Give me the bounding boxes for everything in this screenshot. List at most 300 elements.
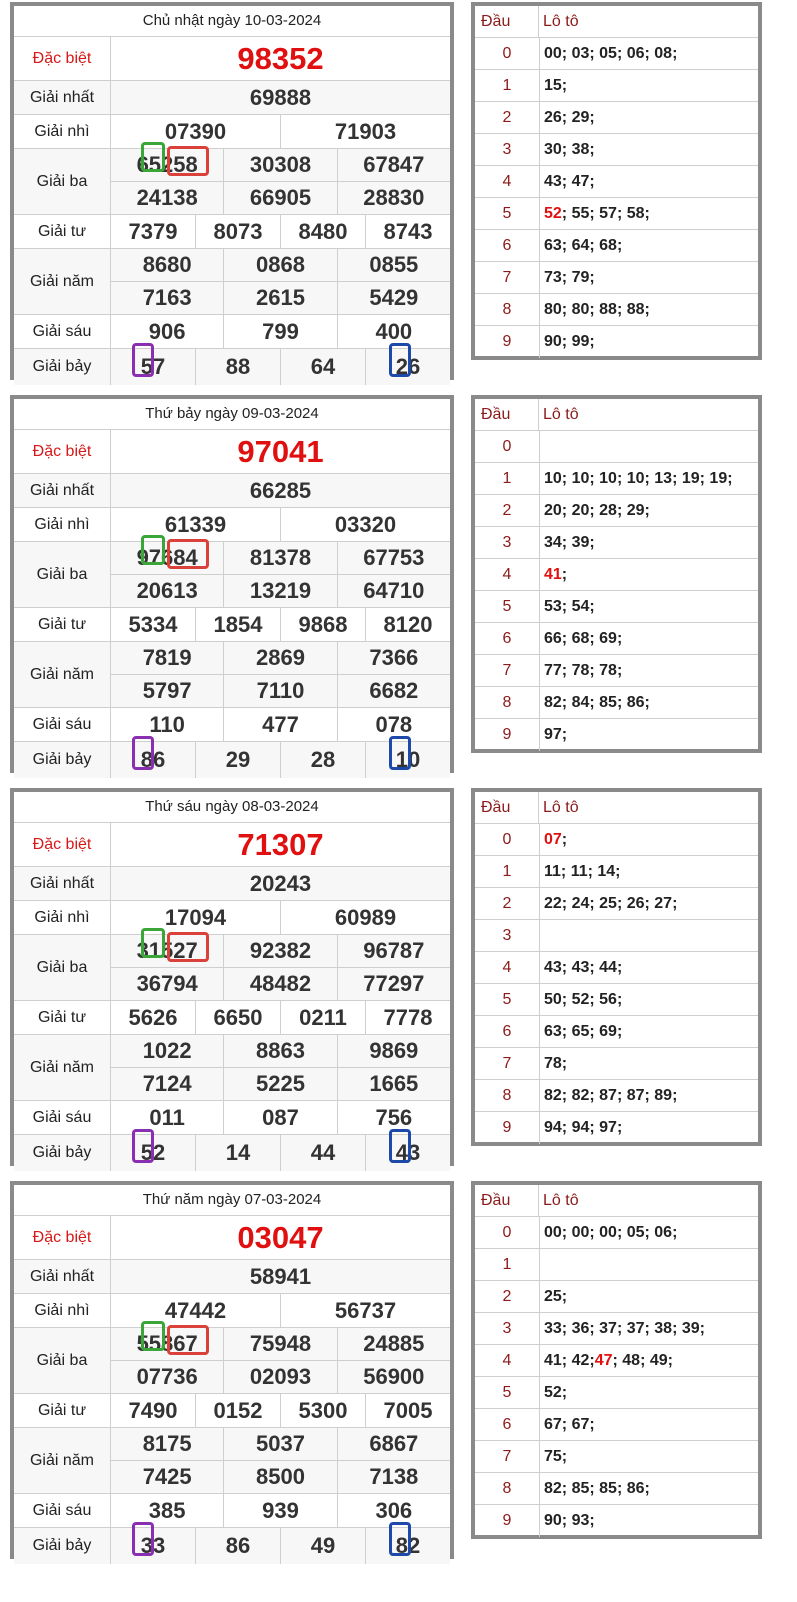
prize-row-fifth <box>14 1035 450 1101</box>
prize-number: 8175 <box>142 1431 192 1456</box>
prize-line <box>111 574 450 607</box>
prize-line <box>111 967 450 1000</box>
prize-number: 6682 <box>337 675 450 707</box>
loto-row <box>475 294 758 326</box>
loto-row <box>475 1313 758 1345</box>
prize-number: 64 <box>280 349 365 385</box>
prize-number: 5037 <box>223 1428 336 1460</box>
prize-number: 8680 <box>142 252 192 277</box>
loto-tails <box>540 1249 758 1280</box>
loto-head-digit: 3 <box>475 527 540 558</box>
loto-row <box>475 1473 758 1505</box>
prize-number: 75948 <box>223 1328 336 1360</box>
loto-row <box>475 326 758 358</box>
loto-head-digit: 6 <box>475 623 540 654</box>
prize-number: 110 <box>149 711 185 737</box>
purple-mark <box>132 343 154 377</box>
prize-number: 86 <box>195 1528 280 1564</box>
loto-tails: 26; 29; <box>544 108 595 126</box>
prize-number: 48482 <box>223 968 336 1000</box>
prize-line <box>111 215 450 248</box>
prize-number: 906 <box>148 318 186 344</box>
prize-row-special <box>14 430 450 474</box>
prize-number: 078 <box>337 708 450 741</box>
loto-head-digit: 3 <box>475 920 540 951</box>
prize-number: 10 <box>365 742 450 778</box>
prize-label-first: Giải nhất <box>14 474 111 507</box>
prize-number: 7138 <box>337 1461 450 1493</box>
prize-line <box>111 674 450 707</box>
prize-number: 77297 <box>337 968 450 1000</box>
prize-number: 5797 <box>142 678 192 703</box>
result-table <box>10 1181 454 1559</box>
prize-number: 13219 <box>223 575 336 607</box>
loto-row <box>475 591 758 623</box>
loto-head-digit: 5 <box>475 1377 540 1408</box>
prize-number: 6650 <box>195 1001 280 1034</box>
prize-number: 69888 <box>249 84 312 110</box>
loto-head-digit: 9 <box>475 326 540 358</box>
loto-tails: 00; 00; 00; 05; 06; <box>544 1223 678 1241</box>
loto-tails: 43; 43; 44; <box>544 958 623 976</box>
loto-tails: 82; 84; 85; 86; <box>544 693 650 711</box>
loto-head-digit: 2 <box>475 1281 540 1312</box>
prize-number: 31527 <box>136 938 198 963</box>
prize-number: 7366 <box>337 642 450 674</box>
prize-label-sixth: Giải sáu <box>14 315 111 348</box>
prize-number: 64710 <box>337 575 450 607</box>
prize-number: 7379 <box>128 218 178 244</box>
loto-head-digit: 5 <box>475 198 540 229</box>
prize-label-fifth: Giải năm <box>14 1035 111 1100</box>
prize-number: 28830 <box>337 182 450 214</box>
prize-label-seventh: Giải bảy <box>14 1135 111 1171</box>
prize-number: 8743 <box>365 215 450 248</box>
prize-number: 58941 <box>249 1263 312 1289</box>
loto-row <box>475 719 758 751</box>
prize-row-sixth <box>14 315 450 349</box>
loto-row <box>475 527 758 559</box>
loto-head-digit: 4 <box>475 952 540 983</box>
prize-row-seventh <box>14 1528 450 1564</box>
result-table <box>10 788 454 1166</box>
loto-head-digit: 1 <box>475 70 540 101</box>
prize-number: 24138 <box>136 185 198 210</box>
loto-head-label: Đầu <box>475 6 539 37</box>
prize-number: 44 <box>280 1135 365 1171</box>
prize-number: 0211 <box>280 1001 365 1034</box>
prize-number: 0868 <box>223 249 336 281</box>
prize-number: 60989 <box>280 901 450 934</box>
prize-row-fourth <box>14 608 450 642</box>
loto-head-label: Đầu <box>475 399 539 430</box>
prize-number: 9869 <box>337 1035 450 1067</box>
prize-number: 26 <box>365 349 450 385</box>
loto-header <box>475 6 758 38</box>
loto-tails: 11; 11; 14; <box>544 862 621 880</box>
loto-highlight: 41 <box>544 565 562 583</box>
prize-line <box>111 1216 450 1259</box>
prize-values-special <box>111 823 450 866</box>
prize-label-fifth: Giải năm <box>14 1428 111 1493</box>
loto-row <box>475 888 758 920</box>
prize-number: 03047 <box>237 1219 324 1255</box>
loto-head-digit: 4 <box>475 559 540 590</box>
day-block <box>0 0 797 392</box>
loto-tails: 33; 36; 37; 37; 38; 39; <box>544 1319 705 1337</box>
loto-head-digit: 8 <box>475 1473 540 1504</box>
loto-tails: 25; <box>544 1287 568 1305</box>
red-mark <box>167 932 209 962</box>
prize-label-seventh: Giải bảy <box>14 742 111 778</box>
loto-head-digit: 7 <box>475 1048 540 1079</box>
prize-number: 29 <box>195 742 280 778</box>
prize-number: 5225 <box>223 1068 336 1100</box>
blue-mark <box>389 343 411 377</box>
prize-label-fourth: Giải tư <box>14 215 111 248</box>
prize-number: 56900 <box>337 1361 450 1393</box>
prize-number: 71307 <box>237 826 324 862</box>
loto-row <box>475 198 758 230</box>
prize-label-seventh: Giải bảy <box>14 1528 111 1564</box>
prize-number: 8863 <box>223 1035 336 1067</box>
loto-head-digit: 5 <box>475 591 540 622</box>
loto-row <box>475 134 758 166</box>
prize-number: 400 <box>337 315 450 348</box>
prize-number: 65258 <box>136 152 198 177</box>
prize-number: 57 <box>140 354 166 379</box>
prize-values-special <box>111 1216 450 1259</box>
prize-row-sixth <box>14 1494 450 1528</box>
prize-number: 087 <box>223 1101 336 1134</box>
prize-number: 7425 <box>142 1464 192 1489</box>
prize-row-second <box>14 1294 450 1328</box>
prize-number: 47442 <box>164 1297 227 1323</box>
loto-head-digit: 1 <box>475 463 540 494</box>
prize-row-first <box>14 1260 450 1294</box>
prize-number: 385 <box>148 1497 186 1523</box>
loto-row <box>475 952 758 984</box>
prize-number: 1665 <box>337 1068 450 1100</box>
loto-tails: 63; 65; 69; <box>544 1022 623 1040</box>
loto-row <box>475 655 758 687</box>
loto-head-digit: 9 <box>475 1505 540 1537</box>
prize-row-sixth <box>14 708 450 742</box>
loto-row <box>475 1441 758 1473</box>
loto-tails: 53; 54; <box>544 597 595 615</box>
loto-head-digit: 9 <box>475 719 540 751</box>
loto-row <box>475 262 758 294</box>
prize-number: 33 <box>140 1533 166 1558</box>
loto-tails: 90; 99; <box>544 333 595 350</box>
prize-row-fourth <box>14 1001 450 1035</box>
loto-tails: 78; <box>544 1054 568 1072</box>
loto-head-digit: 4 <box>475 1345 540 1376</box>
prize-number: 756 <box>337 1101 450 1134</box>
loto-tails: 63; 64; 68; <box>544 236 623 254</box>
prize-line <box>111 1428 450 1460</box>
loto-tails: 34; 39; <box>544 533 595 551</box>
prize-line <box>111 81 450 114</box>
prize-number: 5429 <box>337 282 450 314</box>
prize-label-third: Giải ba <box>14 542 111 607</box>
prize-number: 011 <box>149 1104 185 1130</box>
prize-number: 52 <box>140 1140 166 1165</box>
prize-row-third <box>14 149 450 215</box>
loto-tails <box>540 431 758 462</box>
prize-row-sixth <box>14 1101 450 1135</box>
prize-number: 17094 <box>164 904 227 930</box>
prize-number: 82 <box>365 1528 450 1564</box>
prize-label-fifth: Giải năm <box>14 642 111 707</box>
day-block <box>0 786 797 1178</box>
prize-number: 96787 <box>337 935 450 967</box>
prize-number: 24885 <box>337 1328 450 1360</box>
prize-number: 8500 <box>223 1461 336 1493</box>
prize-label-fourth: Giải tư <box>14 1394 111 1427</box>
prize-number: 86 <box>140 747 166 772</box>
loto-head-digit: 2 <box>475 888 540 919</box>
prize-line <box>111 37 450 80</box>
prize-number: 7110 <box>223 675 336 707</box>
loto-head-digit: 0 <box>475 824 540 855</box>
loto-head-digit: 2 <box>475 102 540 133</box>
loto-tails: 90; 93; <box>544 1512 595 1529</box>
prize-number: 2615 <box>223 282 336 314</box>
loto-row <box>475 559 758 591</box>
loto-table <box>471 395 762 753</box>
prize-values-special <box>111 37 450 80</box>
loto-head-digit: 1 <box>475 856 540 887</box>
red-mark <box>167 1325 209 1355</box>
prize-line <box>111 181 450 214</box>
prize-label-first: Giải nhất <box>14 81 111 114</box>
prize-row-third <box>14 935 450 1001</box>
draw-date-title: Thứ năm ngày 07-03-2024 <box>14 1185 450 1216</box>
loto-tails: 82; 82; 87; 87; 89; <box>544 1086 678 1104</box>
loto-row <box>475 1409 758 1441</box>
loto-header <box>475 1185 758 1217</box>
prize-row-special <box>14 823 450 867</box>
loto-row <box>475 102 758 134</box>
prize-values-special <box>111 430 450 473</box>
loto-tails: 50; 52; 56; <box>544 990 623 1008</box>
prize-number: 7490 <box>128 1397 178 1423</box>
prize-label-sixth: Giải sáu <box>14 1101 111 1134</box>
loto-highlight: 52 <box>544 204 562 222</box>
prize-number: 20613 <box>136 578 198 603</box>
loto-tails: 00; 03; 05; 06; 08; <box>544 44 678 62</box>
prize-values-fourth <box>111 1001 450 1034</box>
prize-label-third: Giải ba <box>14 1328 111 1393</box>
loto-row <box>475 495 758 527</box>
loto-tails: 82; 85; 85; 86; <box>544 1479 650 1497</box>
prize-number: 71903 <box>280 115 450 148</box>
loto-row <box>475 984 758 1016</box>
day-block <box>0 1179 797 1571</box>
prize-label-second: Giải nhì <box>14 508 111 541</box>
prize-line <box>111 1260 450 1293</box>
prize-label-fourth: Giải tư <box>14 1001 111 1034</box>
loto-table <box>471 788 762 1146</box>
prize-values-first <box>111 474 450 507</box>
blue-mark <box>389 736 411 770</box>
prize-number: 92382 <box>223 935 336 967</box>
prize-label-special: Đặc biệt <box>14 1216 111 1259</box>
draw-date-title: Thứ sáu ngày 08-03-2024 <box>14 792 450 823</box>
draw-date-title: Chủ nhật ngày 10-03-2024 <box>14 6 450 37</box>
loto-head-digit: 9 <box>475 1112 540 1144</box>
loto-tails: 77; 78; 78; <box>544 661 623 679</box>
prize-row-second <box>14 115 450 149</box>
prize-number: 8480 <box>280 215 365 248</box>
prize-number: 9868 <box>280 608 365 641</box>
loto-row <box>475 1281 758 1313</box>
prize-values-first <box>111 1260 450 1293</box>
loto-tails: 10; 10; 10; 10; 13; 19; 19; <box>544 469 733 487</box>
prize-row-fifth <box>14 1428 450 1494</box>
prize-values-first <box>111 867 450 900</box>
loto-row <box>475 1505 758 1537</box>
prize-line <box>111 1001 450 1034</box>
loto-row <box>475 1217 758 1249</box>
result-table <box>10 395 454 773</box>
loto-row <box>475 1048 758 1080</box>
loto-head-digit: 2 <box>475 495 540 526</box>
prize-label-second: Giải nhì <box>14 901 111 934</box>
green-mark <box>141 928 165 958</box>
prize-label-special: Đặc biệt <box>14 37 111 80</box>
red-mark <box>167 146 209 176</box>
prize-row-first <box>14 867 450 901</box>
prize-number: 1854 <box>195 608 280 641</box>
loto-row <box>475 70 758 102</box>
prize-label-third: Giải ba <box>14 149 111 214</box>
prize-number: 49 <box>280 1528 365 1564</box>
green-mark <box>141 142 165 172</box>
prize-row-third <box>14 542 450 608</box>
loto-head-digit: 3 <box>475 1313 540 1344</box>
prize-number: 7124 <box>142 1071 192 1096</box>
prize-values-fifth <box>111 249 450 314</box>
loto-header <box>475 792 758 824</box>
prize-number: 306 <box>337 1494 450 1527</box>
prize-number: 56737 <box>280 1294 450 1327</box>
prize-label-first: Giải nhất <box>14 1260 111 1293</box>
loto-tails: 41 ; <box>544 565 568 583</box>
loto-head-digit: 8 <box>475 294 540 325</box>
loto-tails: 41; 42; 47 ; 48; 49; <box>544 1351 673 1369</box>
prize-line <box>111 430 450 473</box>
prize-number: 97041 <box>237 433 324 469</box>
loto-highlight: 47 <box>594 1351 613 1369</box>
prize-label-fourth: Giải tư <box>14 608 111 641</box>
loto-row <box>475 1345 758 1377</box>
loto-head-digit: 3 <box>475 134 540 165</box>
prize-number: 07736 <box>136 1364 198 1389</box>
loto-head-digit: 6 <box>475 1016 540 1047</box>
loto-tails: 80; 80; 88; 88; <box>544 300 650 318</box>
loto-highlight: 07 <box>544 830 562 848</box>
prize-number: 8120 <box>365 608 450 641</box>
prize-row-special <box>14 37 450 81</box>
loto-tails-label: Lô tô <box>543 405 579 423</box>
loto-row <box>475 856 758 888</box>
prize-row-seventh <box>14 1135 450 1171</box>
loto-head-digit: 1 <box>475 1249 540 1280</box>
prize-number: 02093 <box>223 1361 336 1393</box>
prize-line <box>111 608 450 641</box>
prize-number: 1022 <box>142 1038 192 1063</box>
loto-head-digit: 0 <box>475 38 540 69</box>
prize-number: 939 <box>223 1494 336 1527</box>
loto-tails: 07 ; <box>544 830 568 848</box>
prize-row-fifth <box>14 249 450 315</box>
loto-tails: 15; <box>544 76 568 94</box>
prize-label-sixth: Giải sáu <box>14 1494 111 1527</box>
green-mark <box>141 1321 165 1351</box>
prize-label-fifth: Giải năm <box>14 249 111 314</box>
loto-tails: 43; 47; <box>544 172 595 190</box>
prize-number: 14 <box>195 1135 280 1171</box>
prize-row-special <box>14 1216 450 1260</box>
prize-number: 07390 <box>164 118 227 144</box>
prize-values-fourth <box>111 1394 450 1427</box>
prize-line <box>111 642 450 674</box>
purple-mark <box>132 1129 154 1163</box>
blue-mark <box>389 1522 411 1556</box>
prize-label-first: Giải nhất <box>14 867 111 900</box>
prize-values-first <box>111 81 450 114</box>
prize-line <box>111 1035 450 1067</box>
loto-row <box>475 824 758 856</box>
prize-number: 98352 <box>237 40 324 76</box>
prize-row-second <box>14 901 450 935</box>
loto-row <box>475 1112 758 1144</box>
loto-head-digit: 4 <box>475 166 540 197</box>
loto-tails: 20; 20; 28; 29; <box>544 501 650 519</box>
prize-label-second: Giải nhì <box>14 115 111 148</box>
prize-values-fourth <box>111 215 450 248</box>
prize-label-sixth: Giải sáu <box>14 708 111 741</box>
prize-number: 28 <box>280 742 365 778</box>
prize-number: 66285 <box>249 477 312 503</box>
blue-mark <box>389 1129 411 1163</box>
prize-number: 8073 <box>195 215 280 248</box>
prize-number: 20243 <box>249 870 312 896</box>
loto-tails: 75; <box>544 1447 568 1465</box>
prize-values-fifth <box>111 642 450 707</box>
prize-line <box>111 1360 450 1393</box>
loto-head-digit: 0 <box>475 431 540 462</box>
prize-values-fifth <box>111 1035 450 1100</box>
prize-label-special: Đặc biệt <box>14 430 111 473</box>
prize-number: 5334 <box>128 611 178 637</box>
prize-row-second <box>14 508 450 542</box>
loto-row <box>475 1016 758 1048</box>
prize-number: 799 <box>223 315 336 348</box>
loto-head-digit: 5 <box>475 984 540 1015</box>
loto-head-digit: 0 <box>475 1217 540 1248</box>
prize-line <box>111 249 450 281</box>
loto-tails: 66; 68; 69; <box>544 629 623 647</box>
loto-tails: 67; 67; <box>544 1415 595 1433</box>
prize-number: 7005 <box>365 1394 450 1427</box>
prize-line <box>111 474 450 507</box>
result-table <box>10 2 454 380</box>
prize-line <box>111 1394 450 1427</box>
prize-row-fifth <box>14 642 450 708</box>
